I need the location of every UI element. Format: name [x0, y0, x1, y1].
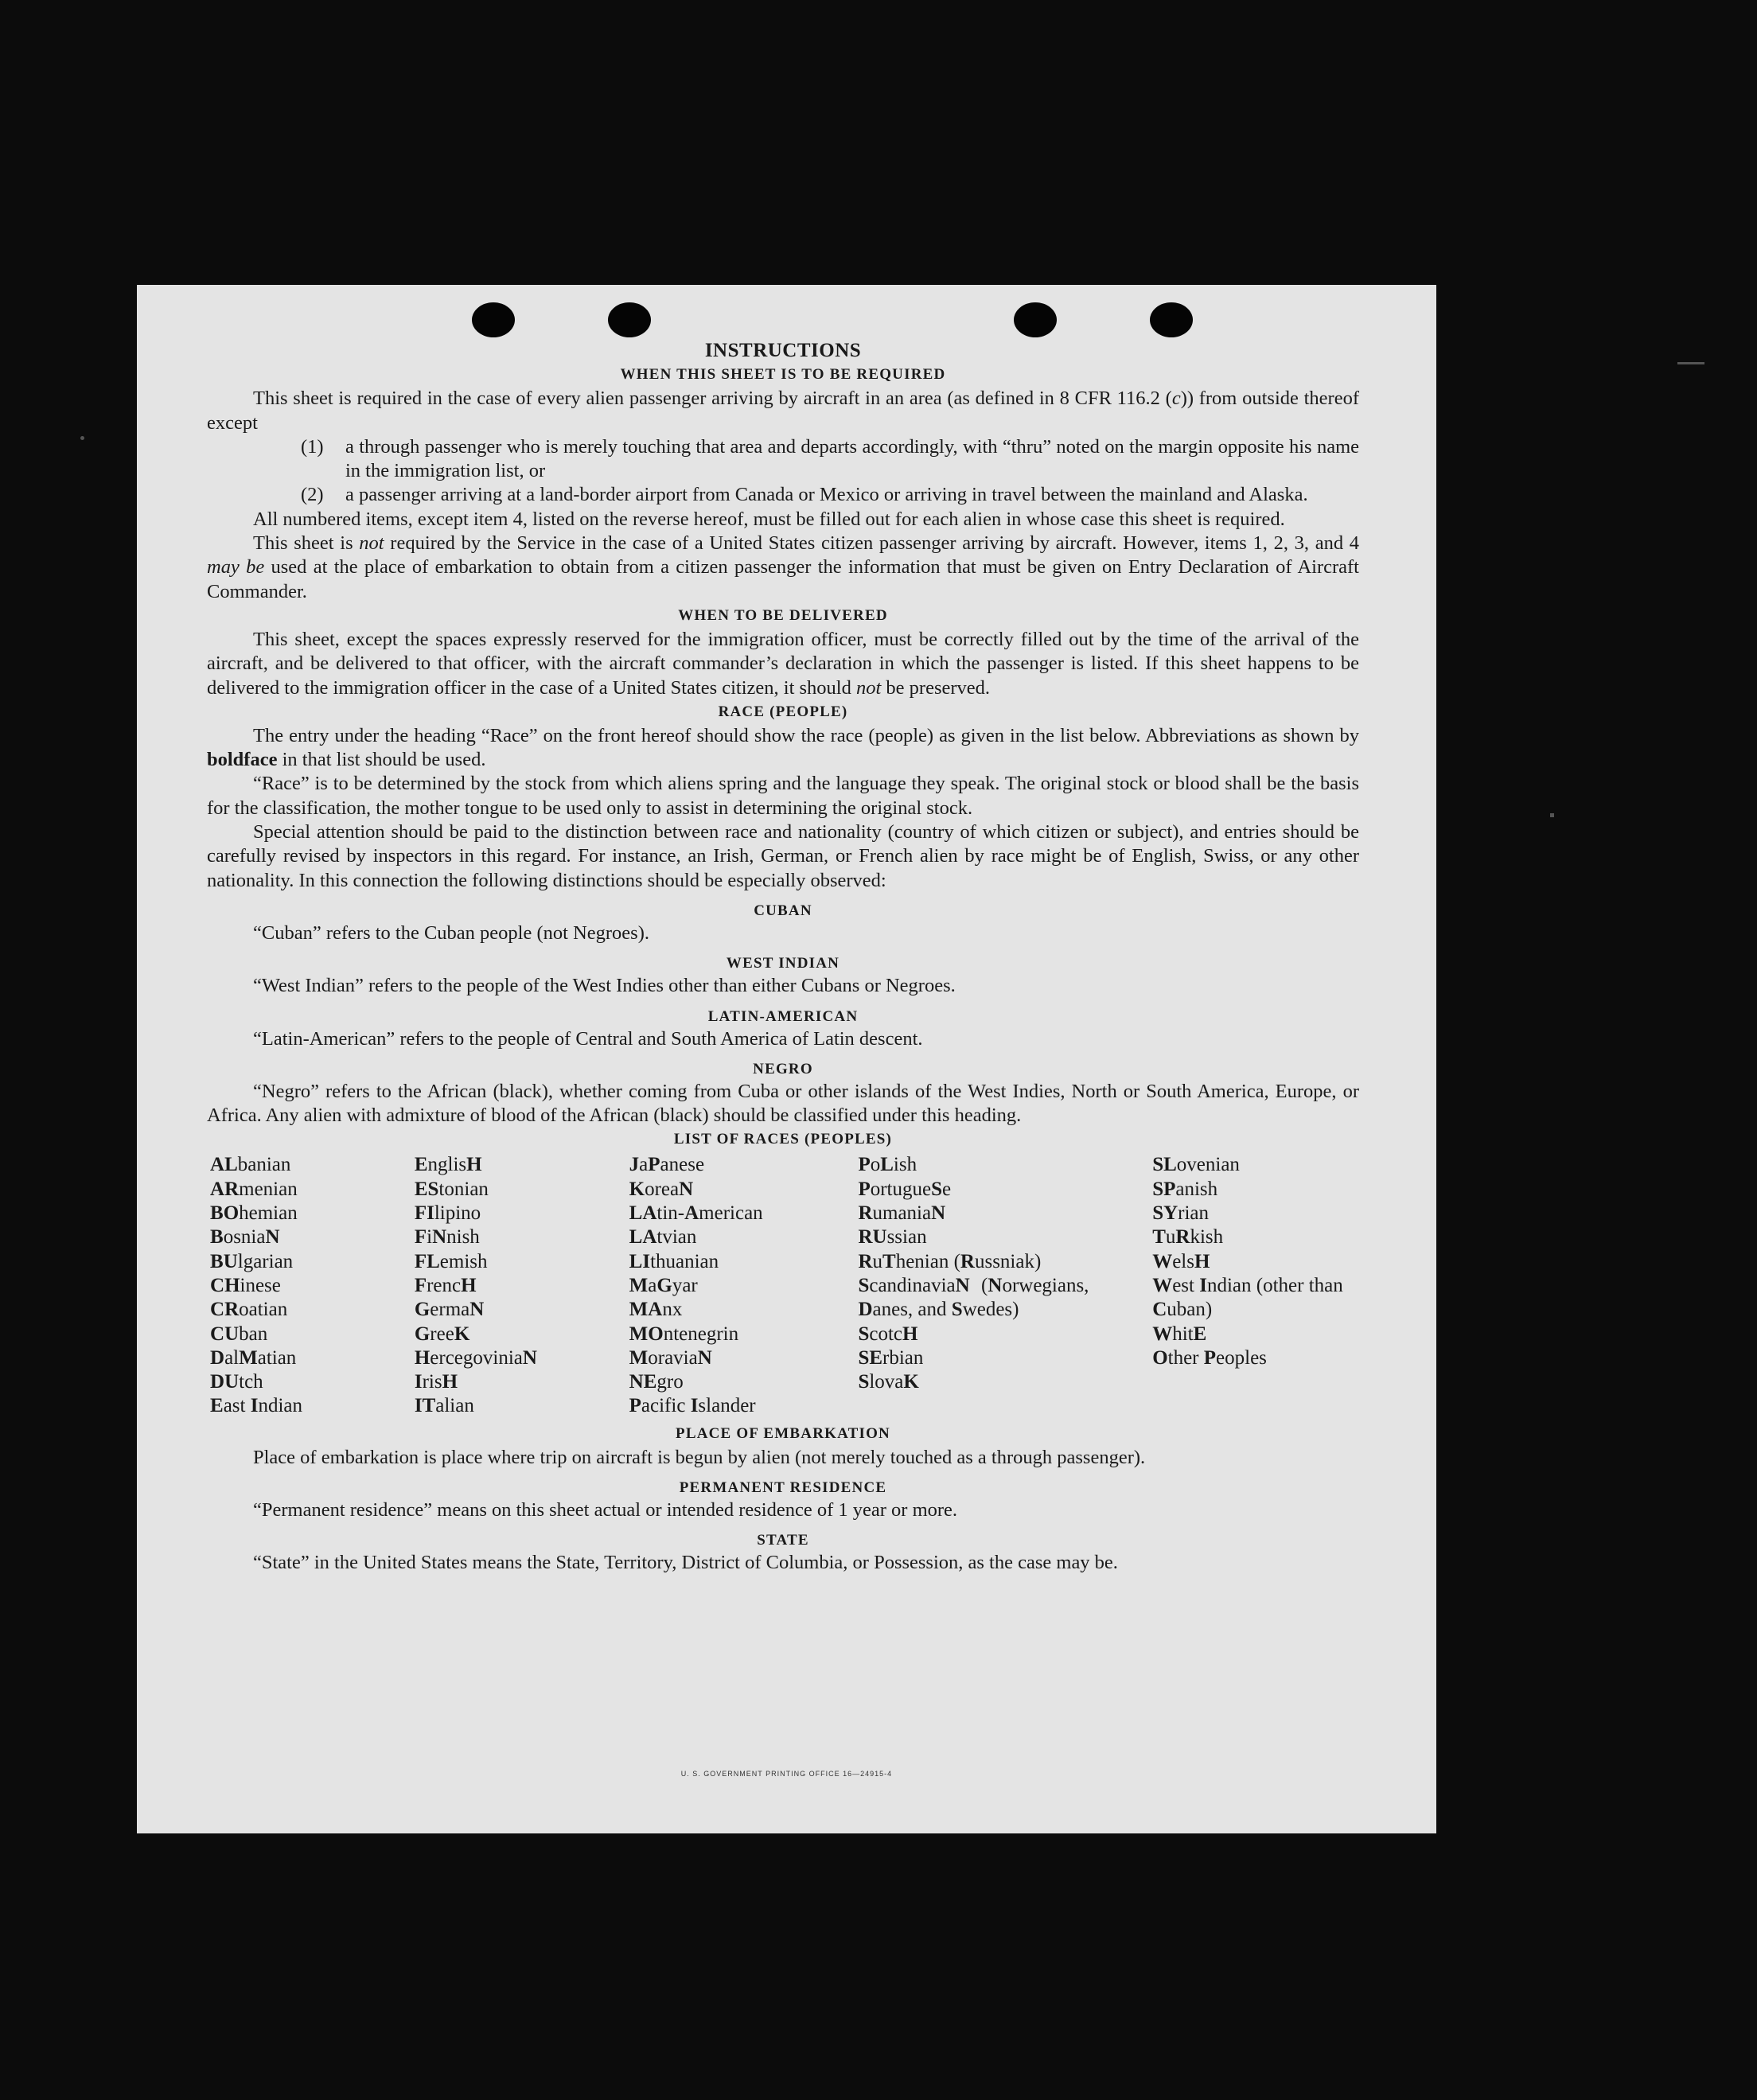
paragraph-delivered: This sheet, except the spaces expressly reserved for the immigration officer, must be correctly filled out by the time of the arrival of the aircraft, and be delivered to that officer, with the aircraft commander’s declaration in which the passenger is listed. If this sheet happens to be delivered to the immigration officer in the case of a United States citizen, it should not be preserved. — [207, 628, 1359, 699]
race-entry: DUtch — [210, 1371, 263, 1393]
races-list — [207, 1153, 1359, 1418]
section-heading-list-of-races: LIST OF RACES (PEOPLES) — [673, 1131, 893, 1148]
race-entry: DalMatian — [210, 1346, 297, 1369]
paragraph-negro: “Negro” refers to the African (black), whether coming from Cuba or other islands of the West Indies, North or South America, Europe, or Africa. Any alien with admixture of blood of the African (black) should be classified under this heading. — [207, 1080, 1359, 1127]
race-entry: FIlipino — [414, 1202, 481, 1225]
race-entry: BOhemian — [210, 1202, 298, 1225]
paragraph-residence: “Permanent residence” means on this sheet actual or intended residence of 1 year or more. — [253, 1498, 958, 1521]
paragraph-citizen: This sheet is not required by the Service in the case of a United States citizen passenger arriving by aircraft. However, items 1, 2, 3, and 4 may be used at the place of embarkation to obtain from a citizen passenger the information that must be given on Entry Declaration of Aircraft Commander. — [207, 532, 1360, 602]
section-heading-cuban: CUBAN — [754, 902, 812, 919]
instructions-body — [207, 339, 1359, 1576]
race-entry: JaPanese — [629, 1154, 705, 1176]
race-entry: EnglisH — [414, 1154, 482, 1176]
race-entry: SlovaK — [858, 1371, 919, 1393]
race-entry: WelsH — [1152, 1250, 1210, 1272]
section-heading-residence: PERMANENT RESIDENCE — [679, 1479, 887, 1496]
section-heading-required: WHEN THIS SHEET IS TO BE REQUIRED — [620, 366, 946, 384]
punch-hole — [1014, 302, 1057, 337]
page-title: INSTRUCTIONS — [704, 340, 862, 361]
race-entry: MoraviaN — [629, 1346, 712, 1369]
paragraph-latin-american: “Latin-American” refers to the people of Central and South America of Latin descent. — [253, 1027, 923, 1050]
list-item: (1) a through passenger who is merely touching that area and departs accordingly, with “thru” noted on the margin opposite his name in the immigration list, or — [301, 435, 1359, 482]
paragraph-race-nationality: Special attention should be paid to the distinction between race and nationality (country of which citizen or subject), and entries should be carefully revised by inspectors in this regard. For instance, an Irish, German, or French alien by race might be of English, Swiss, or any other nationality. In this connection the following distinctions should be especially observed: — [207, 821, 1359, 891]
race-entry: SPanish — [1152, 1178, 1218, 1200]
race-entry: GreeK — [414, 1323, 470, 1345]
race-entry: Other Peoples — [1152, 1346, 1267, 1369]
race-entry: KoreaN — [629, 1178, 694, 1200]
race-entry: ScandinaviaN (Norwegians, Danes, and Swedes) — [858, 1274, 1089, 1321]
race-entry: FrencH — [414, 1274, 477, 1296]
section-heading-delivered: WHEN TO BE DELIVERED — [678, 606, 888, 624]
race-entry: SYrian — [1152, 1202, 1210, 1225]
race-entry: SLovenian — [1152, 1154, 1240, 1176]
race-entry: RuThenian (Russniak) — [858, 1250, 1042, 1272]
document-sheet — [137, 285, 1436, 1833]
punch-hole — [608, 302, 651, 337]
paragraph-embarkation: Place of embarkation is place where trip on aircraft is begun by alien (not merely touched as a through passenger). — [253, 1446, 1146, 1468]
race-entry: SErbian — [858, 1346, 924, 1369]
race-entry: MOntenegrin — [629, 1323, 739, 1345]
race-entry: LIthuanian — [629, 1250, 719, 1272]
race-entry: MAnx — [629, 1299, 683, 1321]
race-entry: TuRkish — [1152, 1226, 1224, 1249]
races-column — [629, 1153, 859, 1418]
paragraph-numbered-items: All numbered items, except item 4, listed on the reverse hereof, must be filled out for each alien in whose case this sheet is required. — [253, 508, 1285, 530]
section-heading-latin-american: LATIN-AMERICAN — [707, 1007, 859, 1025]
section-heading-race: RACE (PEOPLE) — [718, 703, 848, 720]
races-column — [1152, 1153, 1359, 1418]
scan-speck — [80, 436, 84, 440]
race-entry: LAtin-American — [629, 1202, 763, 1225]
section-heading-embarkation: PLACE OF EMBARKATION — [676, 1424, 890, 1442]
race-entry: CRoatian — [210, 1299, 288, 1321]
section-heading-state: STATE — [757, 1532, 809, 1549]
punch-hole — [1150, 302, 1193, 337]
paragraph-race-stock: “Race” is to be determined by the stock from which aliens spring and the language they speak. The original stock or blood shall be the basis for the classification, the mother tongue to be used only to assist in determining the original stock. — [207, 773, 1359, 819]
race-entry: FiNnish — [414, 1226, 480, 1249]
race-entry: HercegoviniaN — [414, 1346, 537, 1369]
race-entry: RumaniaN — [858, 1202, 946, 1225]
race-entry: CHinese — [210, 1274, 281, 1296]
race-entry: IrisH — [414, 1371, 458, 1393]
races-column — [858, 1153, 1152, 1418]
race-entry: ALbanian — [210, 1154, 291, 1176]
race-entry: GermaN — [414, 1299, 485, 1321]
race-entry: ScotcH — [858, 1323, 918, 1345]
races-column — [207, 1153, 415, 1418]
race-entry: RUssian — [858, 1226, 927, 1249]
race-entry: FLemish — [414, 1250, 488, 1272]
paragraph-state: “State” in the United States means the State, Territory, District of Columbia, or Possession, as the case may be. — [253, 1552, 1118, 1574]
race-entry: NEgro — [629, 1371, 684, 1393]
race-entry: Pacific Islander — [629, 1395, 756, 1417]
race-entry: PoLish — [858, 1154, 917, 1176]
race-entry: East Indian — [210, 1395, 302, 1417]
race-entry: West Indian (other than Cuban) — [1152, 1274, 1343, 1321]
race-entry: CUban — [210, 1323, 268, 1345]
paragraph-required: This sheet is required in the case of every alien passenger arriving by aircraft in an area (as defined in 8 CFR 116.2 (c)) from outside thereof except — [207, 388, 1359, 434]
race-entry: EStonian — [414, 1178, 489, 1200]
race-entry: ITalian — [414, 1395, 474, 1417]
race-entry: ARmenian — [210, 1178, 298, 1200]
list-item: (2) a passenger arriving at a land-border airport from Canada or Mexico or arriving in travel between the mainland and Alaska. — [301, 484, 1308, 506]
race-entry: PortugueSe — [858, 1178, 952, 1200]
section-heading-negro: NEGRO — [753, 1060, 813, 1077]
printer-imprint: U. S. GOVERNMENT PRINTING OFFICE 16—24915-4 — [680, 1770, 893, 1778]
paragraph-race-entry: The entry under the heading “Race” on the front hereof should show the race (people) as given in the list below. Abbreviations as shown by boldface in that list should be used. — [207, 724, 1359, 771]
races-column — [415, 1153, 629, 1418]
section-heading-west-indian: WEST INDIAN — [726, 955, 840, 972]
paragraph-cuban: “Cuban” refers to the Cuban people (not Negroes). — [253, 921, 649, 944]
race-entry: LAtvian — [629, 1226, 697, 1249]
scan-speck — [1677, 362, 1704, 364]
race-entry: BUlgarian — [210, 1250, 294, 1272]
paragraph-west-indian: “West Indian” refers to the people of the West Indies other than either Cubans or Negroes. — [253, 975, 956, 997]
scan-speck — [1550, 813, 1554, 817]
punch-hole — [472, 302, 515, 337]
race-entry: WhitE — [1152, 1323, 1207, 1345]
race-entry: BosniaN — [210, 1226, 280, 1249]
race-entry: MaGyar — [629, 1274, 698, 1296]
